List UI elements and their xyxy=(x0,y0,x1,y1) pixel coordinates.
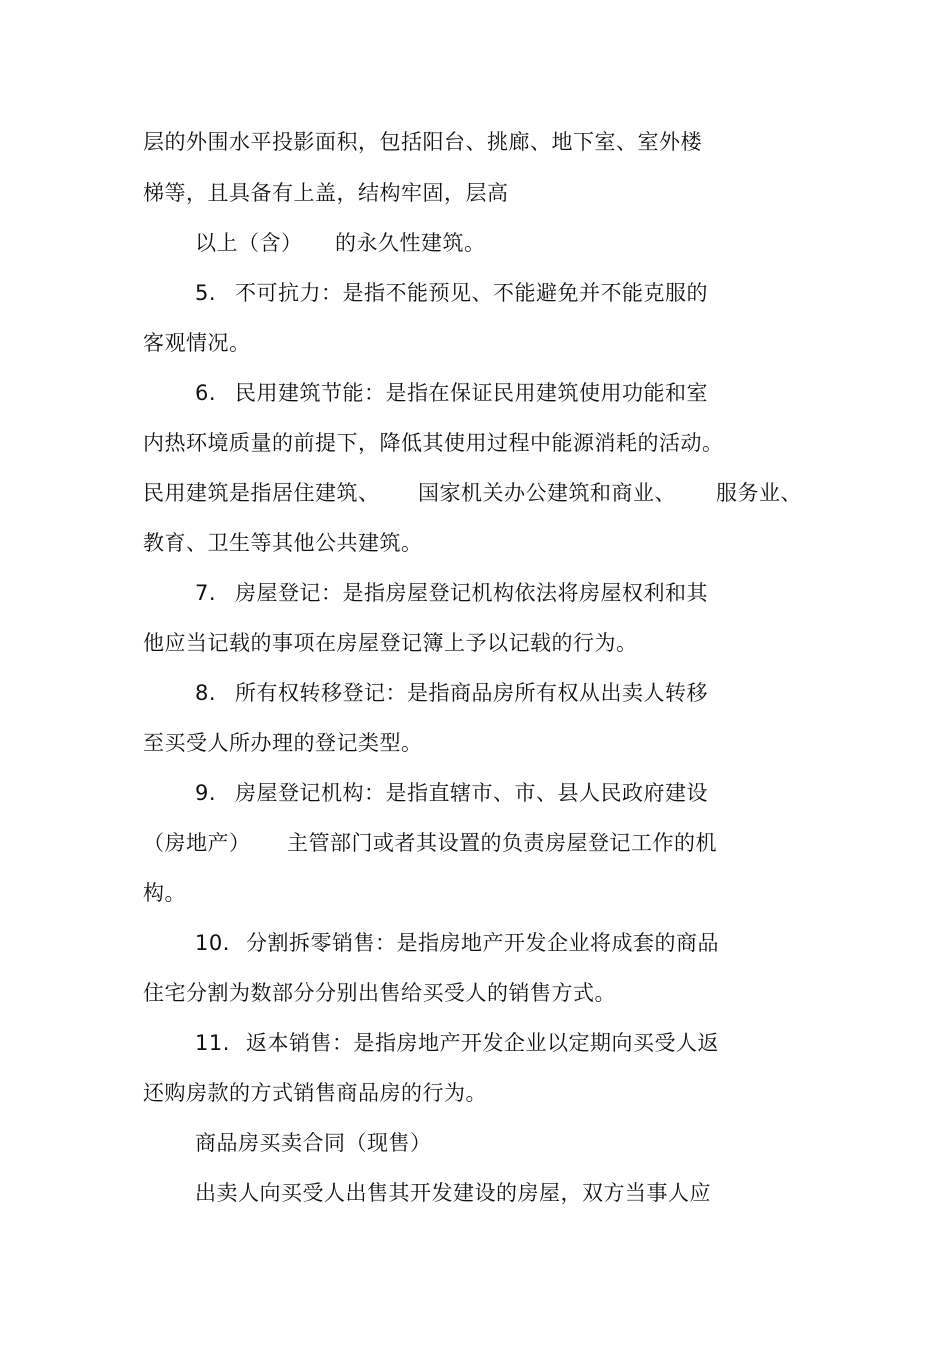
text-line: 分割拆零销售：是指房地产开发企业将成套的商品 xyxy=(246,931,719,955)
text-line: 层的外围水平投影面积，包括阳台、挑廊、地下室、室外楼 xyxy=(143,130,702,154)
text-line: 住宅分割为数部分分别出售给买受人的销售方式。 xyxy=(143,981,616,1005)
text-line: 至买受人所办理的登记类型。 xyxy=(143,731,423,755)
text-line: 还购房款的方式销售商品房的行为。 xyxy=(143,1081,487,1105)
item-number: 11. xyxy=(195,1031,230,1055)
text-line: 服务业、 xyxy=(716,481,802,505)
text-line: （房地产） xyxy=(143,831,251,855)
text-line: 内热环境质量的前提下，降低其使用过程中能源消耗的活动。 xyxy=(143,431,724,455)
item-number: 6. xyxy=(195,381,217,405)
text-line: 国家机关办公建筑和商业、 xyxy=(418,481,676,505)
text-line: 不可抗力：是指不能预见、不能避免并不能克服的 xyxy=(235,281,708,305)
text-line: 以上（含） xyxy=(195,231,303,255)
item-number: 7. xyxy=(195,581,217,605)
text-line: 的永久性建筑。 xyxy=(335,231,486,255)
text-line: 梯等，且具备有上盖，结构牢固，层高 xyxy=(143,181,509,205)
item-number: 5. xyxy=(195,281,217,305)
text-line: 民用建筑是指居住建筑、 xyxy=(143,481,380,505)
text-line: 客观情况。 xyxy=(143,331,251,355)
item-number: 9. xyxy=(195,781,217,805)
text-line: 房屋登记：是指房屋登记机构依法将房屋权利和其 xyxy=(235,581,708,605)
text-line: 教育、卫生等其他公共建筑。 xyxy=(143,531,423,555)
text-line: 民用建筑节能：是指在保证民用建筑使用功能和室 xyxy=(235,381,708,405)
text-line: 构。 xyxy=(143,881,186,905)
item-number: 8. xyxy=(195,681,217,705)
text-line: 房屋登记机构：是指直辖市、市、县人民政府建设 xyxy=(235,781,708,805)
section-heading: 商品房买卖合同（现售） xyxy=(195,1131,432,1155)
text-line: 主管部门或者其设置的负责房屋登记工作的机 xyxy=(287,831,717,855)
item-number: 10. xyxy=(195,931,230,955)
text-line: 所有权转移登记：是指商品房所有权从出卖人转移 xyxy=(235,681,708,705)
text-line: 返本销售：是指房地产开发企业以定期向买受人返 xyxy=(246,1031,719,1055)
text-line: 出卖人向买受人出售其开发建设的房屋，双方当事人应 xyxy=(195,1181,711,1205)
text-line: 他应当记载的事项在房屋登记簿上予以记载的行为。 xyxy=(143,631,638,655)
